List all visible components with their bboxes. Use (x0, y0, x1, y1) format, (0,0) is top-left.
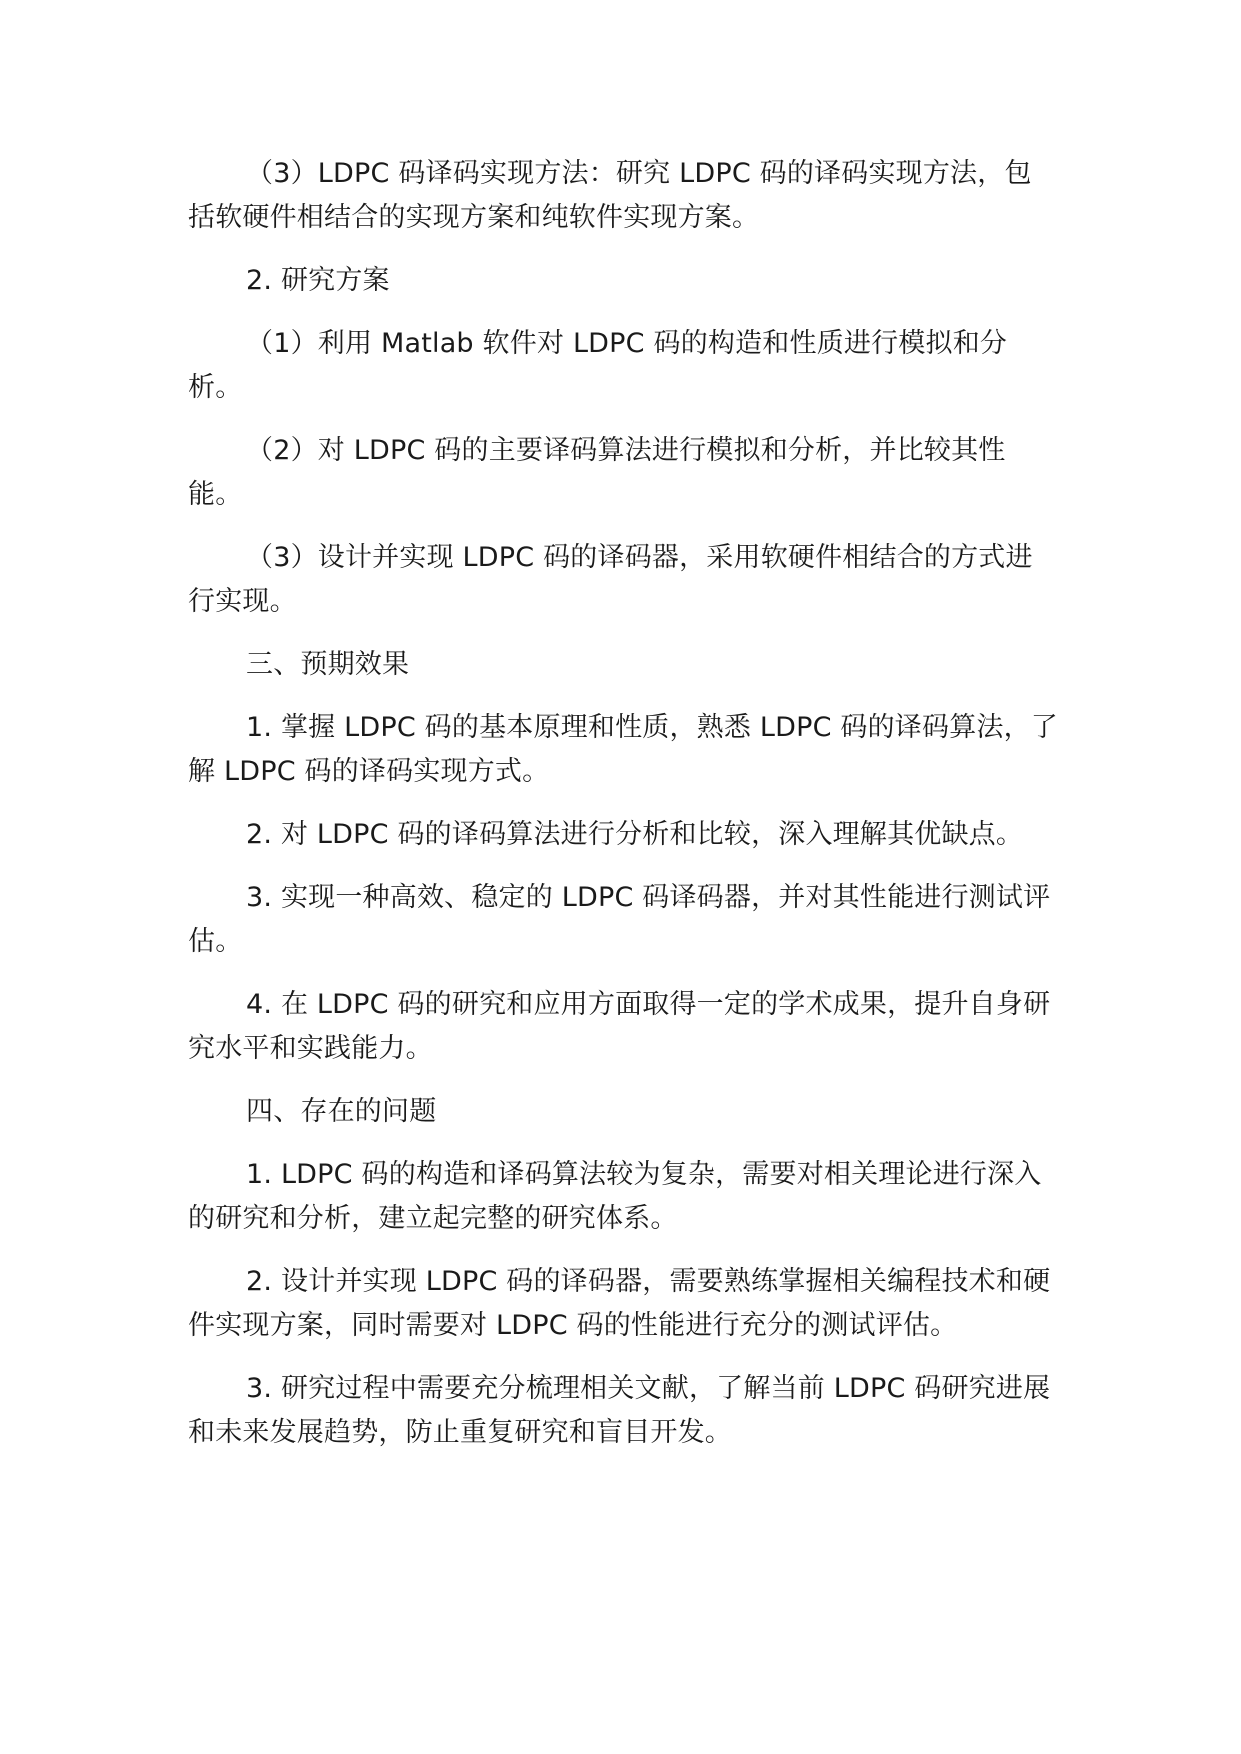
paragraph-problem-3: 3. 研究过程中需要充分梳理相关文献，了解当前 LDPC 码研究进展和未来发展趋势，防止重复研究和盲目开发。 (188, 1373, 1051, 1448)
heading-existing-problems: 四、存在的问题 (246, 1096, 437, 1127)
heading-expected-results: 三、预期效果 (246, 649, 410, 680)
document-body (188, 152, 1058, 1455)
paragraph-problem-1: 1. LDPC 码的构造和译码算法较为复杂，需要对相关理论进行深入的研究和分析，建立起完整的研究体系。 (188, 1159, 1042, 1234)
paragraph-expected-4: 4. 在 LDPC 码的研究和应用方面取得一定的学术成果，提升自身研究水平和实践能力。 (188, 989, 1051, 1064)
heading-research-plan: 2. 研究方案 (246, 265, 390, 296)
paragraph-expected-2: 2. 对 LDPC 码的译码算法进行分析和比较，深入理解其优缺点。 (246, 819, 1024, 850)
paragraph-decoding-implementation: （3）LDPC 码译码实现方法：研究 LDPC 码的译码实现方法，包括软硬件相结合的实现方案和纯软件实现方案。 (188, 158, 1032, 233)
paragraph-expected-1: 1. 掌握 LDPC 码的基本原理和性质，熟悉 LDPC 码的译码算法，了解 LDPC 码的译码实现方式。 (188, 712, 1059, 787)
paragraph-plan-1: （1）利用 Matlab 软件对 LDPC 码的构造和性质进行模拟和分析。 (188, 328, 1008, 403)
paragraph-expected-3: 3. 实现一种高效、稳定的 LDPC 码译码器，并对其性能进行测试评估。 (188, 882, 1051, 957)
paragraph-problem-2: 2. 设计并实现 LDPC 码的译码器，需要熟练掌握相关编程技术和硬件实现方案，同时需要对 LDPC 码的性能进行充分的测试评估。 (188, 1266, 1051, 1341)
paragraph-plan-2: （2）对 LDPC 码的主要译码算法进行模拟和分析，并比较其性能。 (188, 435, 1006, 510)
paragraph-plan-3: （3）设计并实现 LDPC 码的译码器，采用软硬件相结合的方式进行实现。 (188, 542, 1033, 617)
